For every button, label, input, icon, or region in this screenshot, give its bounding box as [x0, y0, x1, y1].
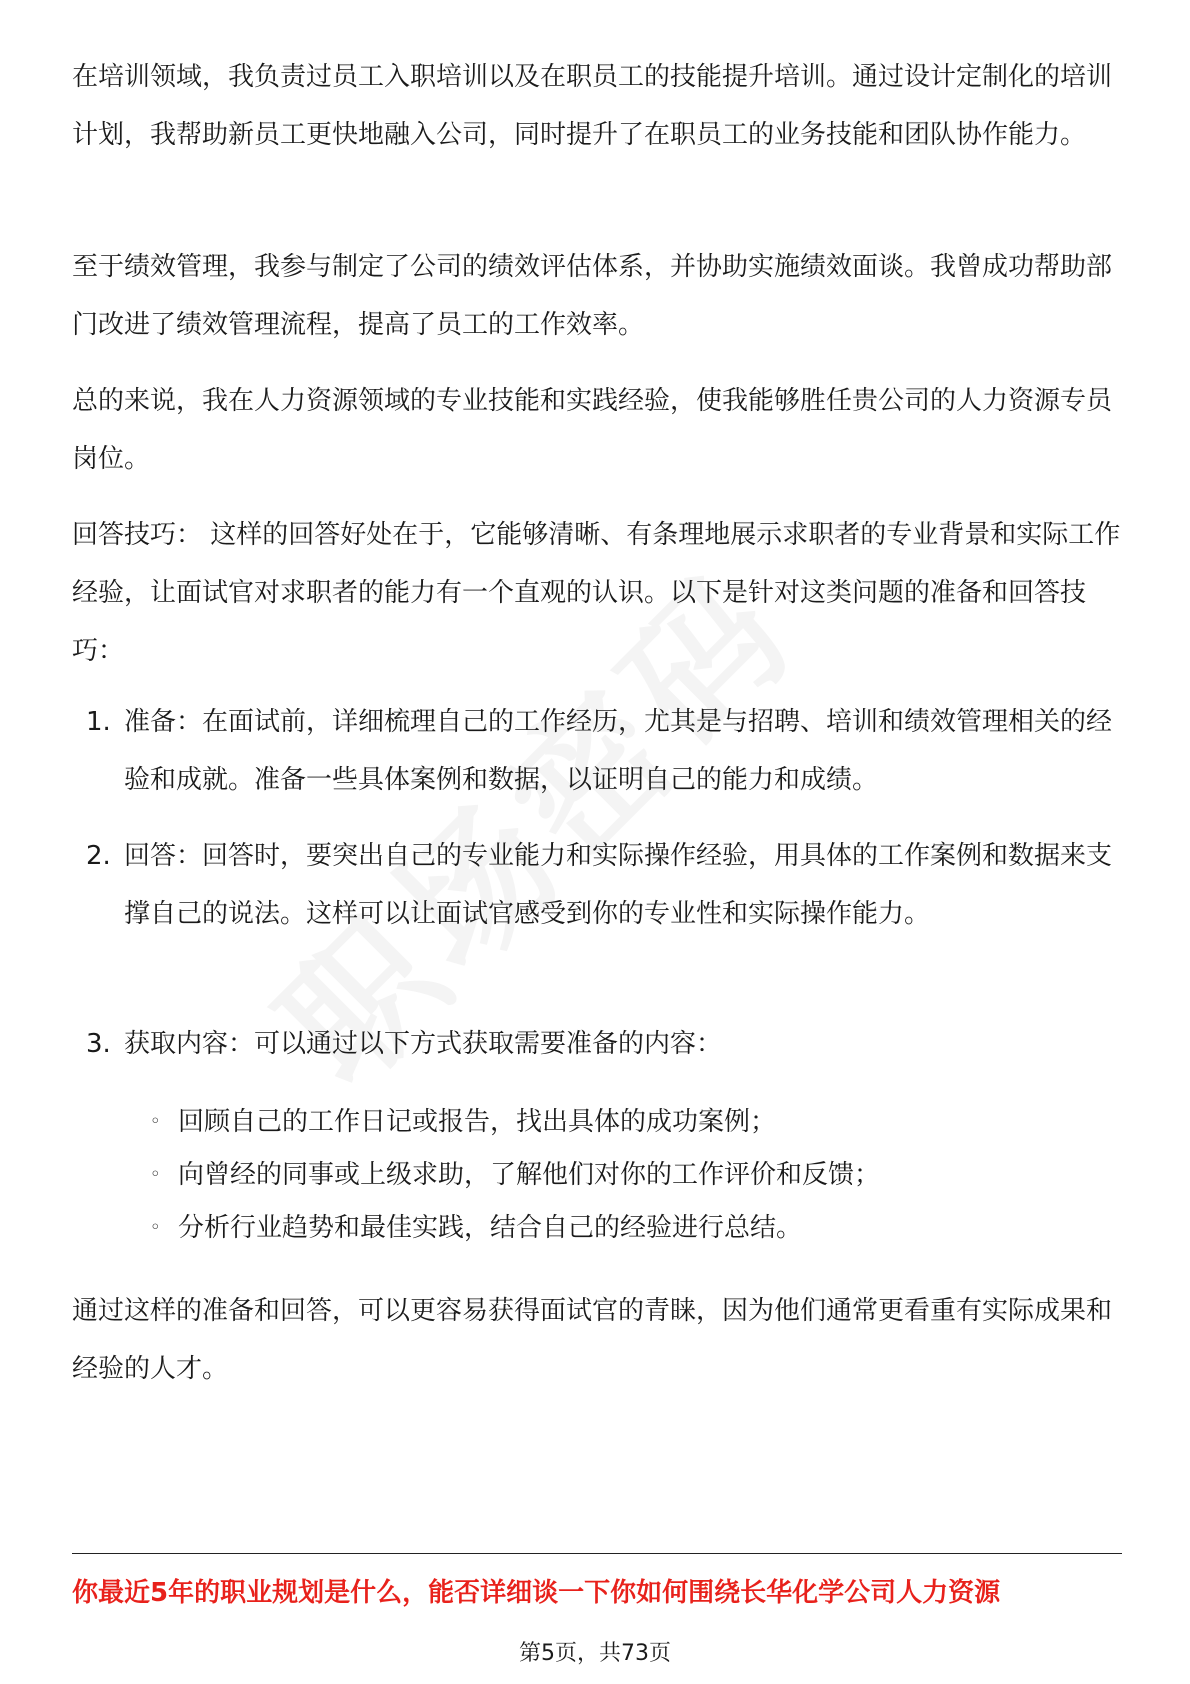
list-text: 准备：在面试前，详细梳理自己的工作经历，尤其是与招聘、培训和绩效管理相关的经验和成就。准备一些具体案例和数据，以证明自己的能力和成绩。 [124, 707, 1113, 795]
bullet-marker: ◦ [150, 1217, 161, 1238]
bullet-text: 回顾自己的工作日记或报告，找出具体的成功案例； [178, 1107, 777, 1137]
section-divider [72, 1553, 1122, 1554]
paragraph-conclusion: 通过这样的准备和回答，可以更容易获得面试官的青睐，因为他们通常更看重有实际成果和经验的人才。 [72, 1296, 1113, 1384]
next-question-heading: 你最近5年的职业规划是什么，能否详细谈一下你如何围绕长华化学公司人力资源 [72, 1578, 1001, 1608]
paragraph-answer-tips: 回答技巧： 这样的回答好处在于，它能够清晰、有条理地展示求职者的专业背景和实际工作经验，让面试官对求职者的能力有一个直观的认识。以下是针对这类问题的准备和回答技巧： [72, 520, 1121, 666]
list-text: 获取内容：可以通过以下方式获取需要准备的内容： [124, 1029, 723, 1059]
bullet-text: 向曾经的同事或上级求助，了解他们对你的工作评价和反馈； [178, 1160, 881, 1190]
list-number: 2. [86, 841, 111, 871]
list-text: 回答：回答时，要突出自己的专业能力和实际操作经验，用具体的工作案例和数据来支撑自己的说法。这样可以让面试官感受到你的专业性和实际操作能力。 [124, 841, 1113, 929]
paragraph-summary: 总的来说，我在人力资源领域的专业技能和实践经验，使我能够胜任贵公司的人力资源专员岗位。 [72, 386, 1113, 474]
list-number: 3. [86, 1029, 111, 1059]
bullet-text: 分析行业趋势和最佳实践，结合自己的经验进行总结。 [178, 1213, 803, 1243]
paragraph-performance: 至于绩效管理，我参与制定了公司的绩效评估体系，并协助实施绩效面谈。我曾成功帮助部门改进了绩效管理流程，提高了员工的工作效率。 [72, 252, 1113, 340]
bullet-marker: ◦ [150, 1111, 161, 1132]
list-number: 1. [86, 707, 111, 737]
bullet-marker: ◦ [150, 1164, 161, 1185]
page-number: 第5页，共73页 [519, 1641, 671, 1666]
paragraph-training: 在培训领域，我负责过员工入职培训以及在职员工的技能提升培训。通过设计定制化的培训计划，我帮助新员工更快地融入公司，同时提升了在职员工的业务技能和团队协作能力。 [72, 62, 1113, 150]
